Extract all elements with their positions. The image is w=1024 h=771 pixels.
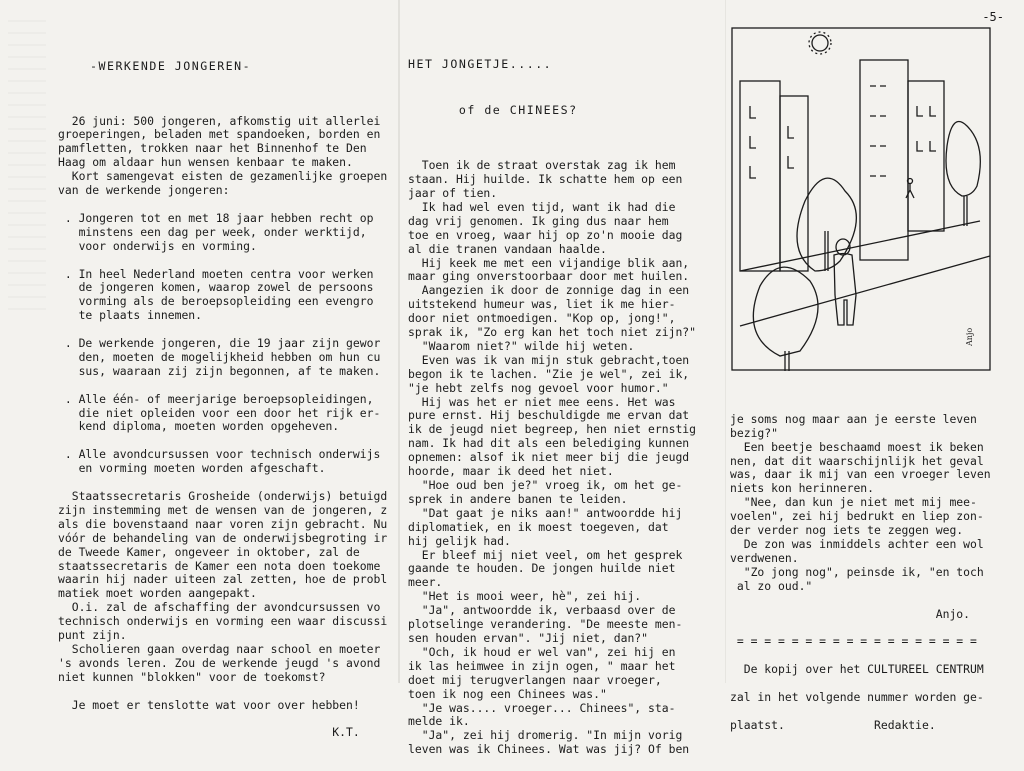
text-line: Je moet er tenslotte wat voor over hebben! bbox=[58, 697, 360, 712]
text-line: O.i. zal de afschaffing der avondcursussen vo bbox=[58, 600, 381, 615]
text-line bbox=[730, 677, 1018, 691]
text-line bbox=[58, 254, 394, 268]
text-line: niets kon herinneren. bbox=[730, 481, 875, 496]
text-line: den, moeten de mogelijkheid hebben om hun cu bbox=[58, 349, 381, 364]
text-line: hoorde, maar ik deed het niet. bbox=[408, 464, 614, 479]
text-line bbox=[730, 649, 1018, 663]
text-line: sprek in andere banen te leiden. bbox=[408, 491, 628, 506]
text-line: Toen ik de straat overstak zag ik hem bbox=[408, 158, 676, 173]
text-line: diplomatiek, en ik moest toegeven, dat bbox=[408, 519, 669, 534]
article-title: -WERKENDE JONGEREN- bbox=[90, 58, 252, 73]
text-line: toen ik nog een Chinees was." bbox=[408, 686, 607, 701]
text-line: . Jongeren tot en met 18 jaar hebben recht op bbox=[58, 210, 374, 225]
text-line: van de werkende jongeren: bbox=[58, 183, 230, 198]
tree-bottom-left bbox=[753, 267, 818, 356]
story-subtitle: of de CHINEES? bbox=[408, 102, 578, 117]
text-line: jaar of tien. bbox=[408, 185, 498, 200]
text-line bbox=[58, 379, 394, 393]
text-line: als die bovenstaand naar voren zijn gebracht. Nu bbox=[58, 516, 388, 531]
text-line: pamfletten, trokken naar het Binnenhof te Den bbox=[58, 141, 367, 156]
text-line bbox=[58, 713, 394, 727]
text-line: door niet ontmoedigen. "Kop op, jong!", bbox=[408, 311, 676, 326]
text-line: waarin hij nader uiteen zal zetten, hoe de probl bbox=[58, 572, 388, 587]
building-tall bbox=[860, 60, 908, 260]
story-title: HET JONGETJE..... bbox=[408, 56, 553, 71]
text-line: staatssecretaris de Kamer een nota doen toekome bbox=[58, 558, 381, 573]
text-line: je soms nog maar aan je eerste leven bbox=[730, 411, 977, 426]
text-line: "Ja", zei hij dromerig. "In mijn vorig bbox=[408, 728, 683, 743]
text-line: 's avonds leren. Zou de werkende jeugd 's avond bbox=[58, 655, 381, 670]
text-line: "Och, ik houd er wel van", zei hij en bbox=[408, 644, 676, 659]
text-line: "Hoe oud ben je?" vroeg ik, om het ge- bbox=[408, 478, 683, 492]
text-line: technisch onderwijs en vorming een waar discussi bbox=[58, 614, 388, 629]
text-line: plotselinge verandering. "De meeste men- bbox=[408, 617, 683, 632]
text-line bbox=[58, 476, 394, 490]
text-line: K.T. bbox=[58, 725, 360, 740]
text-line: dag vrij genomen. Ik ging dus naar hem bbox=[408, 213, 669, 228]
text-line: uitstekend humeur was, liet ik me hier- bbox=[408, 297, 676, 312]
text-line: "Zo jong nog", peinsde ik, "en toch bbox=[730, 564, 984, 579]
article-werkende-jongeren bbox=[58, 0, 394, 754]
text-line: Even was ik van mijn stuk gebracht,toen bbox=[408, 352, 690, 367]
illustration-street-scene bbox=[730, 26, 992, 372]
text-line: voelen", zei hij bedrukt en liep zon- bbox=[730, 509, 984, 524]
text-line: = = = = = = = = = = = = = = = = = = bbox=[730, 634, 977, 649]
text-line: "Ja", antwoordde ik, verbaasd over de bbox=[408, 603, 676, 618]
building-right bbox=[908, 81, 944, 231]
text-line: zal in het volgende nummer worden ge- bbox=[730, 689, 984, 704]
text-line bbox=[58, 434, 394, 448]
text-line: zijn instemming met de wensen van de jongeren, z bbox=[58, 502, 388, 517]
article-het-jongetje bbox=[408, 0, 726, 771]
page-fold bbox=[398, 0, 400, 683]
text-line: de Tweede Kamer, ongeveer in oktober, zal de bbox=[58, 544, 360, 559]
text-line: Scholieren gaan overdag naar school en moeter bbox=[58, 641, 381, 656]
building-left bbox=[740, 81, 780, 271]
text-line: "Nee, dan kun je niet met mij mee- bbox=[730, 495, 977, 510]
distant-figure bbox=[906, 184, 914, 198]
text-line: vorming als de beroepsopleiding een evengro bbox=[58, 294, 374, 309]
story-continuation bbox=[730, 385, 1018, 747]
text-line: sen houden ervan". "Jij niet, dan?" bbox=[408, 630, 649, 645]
text-line: Staatssecretaris Grosheide (onderwijs) betuigd bbox=[58, 489, 388, 503]
text-line: "je hebt zelfs nog gevoel voor humor." bbox=[408, 380, 669, 395]
text-line: minstens een dag per week, onder werktijd, bbox=[58, 224, 367, 239]
text-line: kend diploma, moeten worden opgeheven. bbox=[58, 419, 340, 434]
text-line: leven was ik Chinees. Wat was jij? Of ben bbox=[408, 742, 690, 757]
text-line: sprak ik, "Zo erg kan het toch niet zijn?" bbox=[408, 325, 697, 340]
text-line: opnemen: alsof ik niet meer bij die jeugd bbox=[408, 450, 690, 465]
text-line: "Dat gaat je niks aan!" antwoordde hij bbox=[408, 505, 683, 520]
text-line: De kopij over het CULTUREEL CENTRUM bbox=[730, 662, 984, 677]
text-line bbox=[730, 594, 1018, 608]
text-line: al die tranen vandaan haalde. bbox=[408, 241, 607, 256]
text-line: . Alle één- of meerjarige beroepsopleidingen, bbox=[58, 391, 374, 406]
text-line: doet mij terugverlangen naar vroeger, bbox=[408, 672, 662, 687]
text-line bbox=[730, 705, 1018, 719]
page-number: -5- bbox=[982, 10, 1004, 24]
text-line: te plaats innemen. bbox=[58, 308, 203, 323]
text-line: ik las heimwee in zijn ogen, " maar het bbox=[408, 658, 676, 673]
text-line bbox=[730, 621, 1018, 635]
text-line: vóór de behandeling van de onderwijsbegroting ir bbox=[58, 530, 388, 545]
text-line: "Waarom niet?" wilde hij weten. bbox=[408, 338, 635, 353]
text-line: Haag om aldaar hun wensen kenbaar te maken. bbox=[58, 155, 353, 170]
text-line: maar ging onverstoorbaar door met huilen. bbox=[408, 269, 690, 284]
text-line: punt zijn. bbox=[58, 628, 127, 643]
text-line: der verder nog iets te zeggen weg. bbox=[730, 523, 964, 538]
text-line: toe en vroeg, waar hij op zo'n mooie dag bbox=[408, 227, 683, 242]
text-line: niet kunnen "blokken" voor de toekomst? bbox=[58, 669, 326, 684]
text-line bbox=[58, 323, 394, 337]
text-line: begon ik te lachen. "Zie je wel", zei ik, bbox=[408, 366, 690, 381]
text-line: . Alle avondcursussen voor technisch onderwijs bbox=[58, 447, 381, 462]
text-line: sus, waaraan zij zijn begonnen, af te maken. bbox=[58, 363, 381, 378]
text-line: Hij was het er niet mee eens. Het was bbox=[408, 394, 676, 409]
text-line: . De werkende jongeren, die 19 jaar zijn gewor bbox=[58, 336, 381, 351]
text-line: verdwenen. bbox=[730, 550, 799, 565]
text-line bbox=[408, 145, 726, 159]
text-line: voor onderwijs en vorming. bbox=[58, 238, 257, 253]
text-line: nen, dat dit waarschijnlijk het geval bbox=[730, 453, 984, 468]
text-line: Kort samengevat eisten de gezamenlijke groepen bbox=[58, 169, 388, 184]
illustration-frame bbox=[732, 28, 990, 370]
text-line: Anjo. bbox=[730, 606, 971, 621]
text-line: en vorming moeten worden afgeschaft. bbox=[58, 461, 326, 476]
text-line: matiek moet worden aangepakt. bbox=[58, 586, 257, 601]
faint-bleed-through bbox=[8, 20, 46, 320]
text-line: meer. bbox=[408, 575, 443, 590]
text-line: . In heel Nederland moeten centra voor werken bbox=[58, 266, 374, 281]
text-line: De zon was inmiddels achter een wol bbox=[730, 536, 984, 551]
text-line: was, daar ik mij van een vroeger leven bbox=[730, 467, 991, 482]
text-line: ik de jeugd niet begreep, hen niet ernstig bbox=[408, 422, 697, 437]
artist-signature: Anjo bbox=[965, 327, 974, 346]
article-body bbox=[58, 115, 394, 741]
text-line: "Het is mooi weer, hè", zei hij. bbox=[408, 589, 642, 604]
sun-icon bbox=[812, 35, 828, 51]
text-line: nam. Ik had dit als een belediging kunnen bbox=[408, 436, 690, 451]
text-line bbox=[58, 198, 394, 212]
text-line: groeperingen, beladen met spandoeken, borden en bbox=[58, 127, 381, 142]
text-line: bezig?" bbox=[730, 425, 779, 440]
text-line: hij gelijk had. bbox=[408, 533, 511, 548]
text-line: Een beetje beschaamd moest ik beken bbox=[730, 439, 984, 454]
text-line: pure ernst. Hij beschuldigde me ervan dat bbox=[408, 408, 690, 423]
text-line: melde ik. bbox=[408, 714, 470, 729]
story-continuation-body bbox=[730, 413, 1018, 733]
text-line bbox=[58, 685, 394, 699]
text-line: plaatst. Redaktie. bbox=[730, 717, 936, 732]
text-line: staan. Hij huilde. Ik schatte hem op een bbox=[408, 172, 683, 187]
story-body bbox=[408, 145, 726, 757]
text-line: gaande te houden. De jongen huilde niet bbox=[408, 561, 676, 576]
text-line: al zo oud." bbox=[730, 578, 813, 593]
text-line: Ik had wel even tijd, want ik had die bbox=[408, 199, 676, 214]
text-line: Aangezien ik door de zonnige dag in een bbox=[408, 283, 690, 298]
text-line: "Je was.... vroeger... Chinees", sta- bbox=[408, 700, 676, 715]
text-line: 26 juni: 500 jongeren, afkomstig uit allerlei bbox=[58, 113, 381, 128]
text-line: Hij keek me met een vijandige blik aan, bbox=[408, 255, 690, 270]
text-line: Er bleef mij niet veel, om het gesprek bbox=[408, 547, 683, 562]
tree-right bbox=[946, 122, 980, 197]
text-line: de jongeren komen, waarop zowel de persoons bbox=[58, 280, 374, 295]
text-line: die niet opleiden voor een door het rijk er- bbox=[58, 405, 381, 420]
